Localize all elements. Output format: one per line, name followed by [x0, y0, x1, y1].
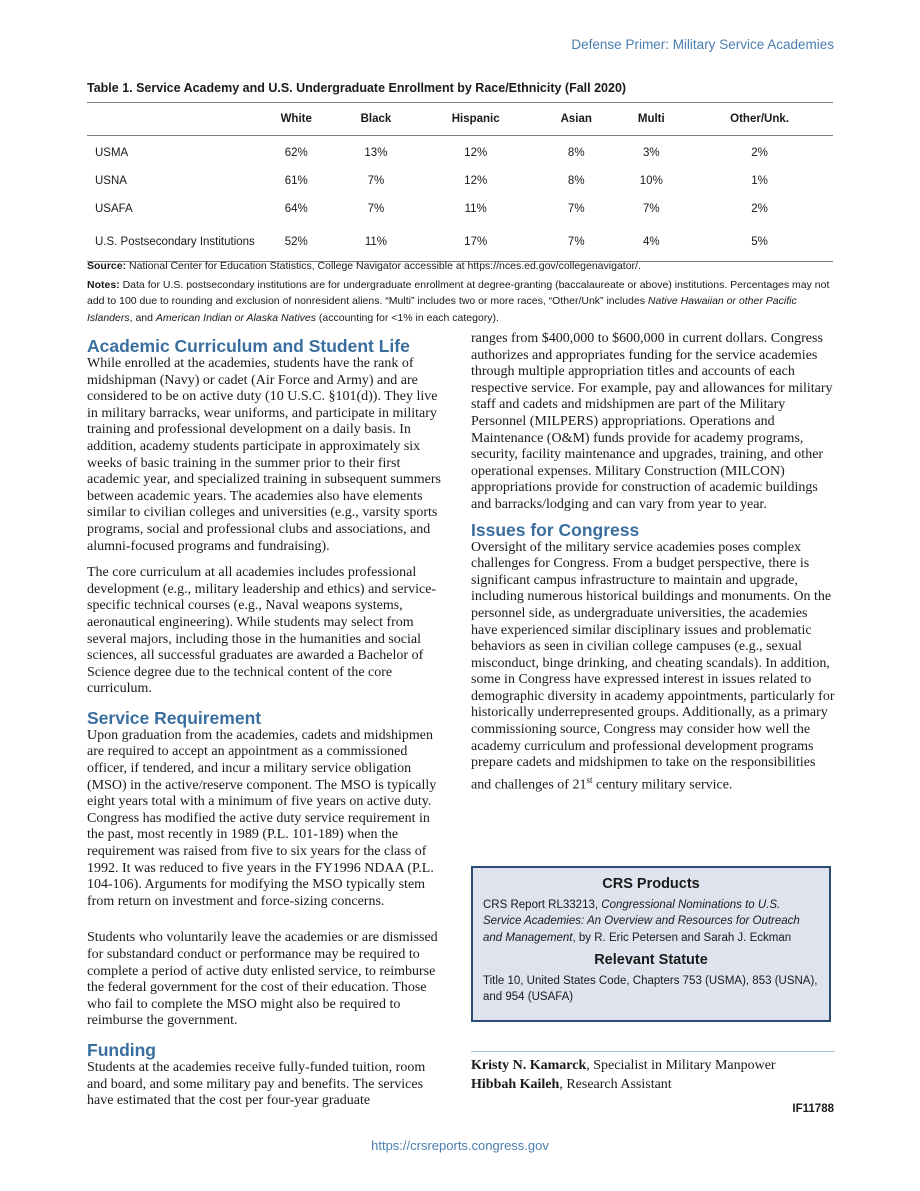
table-cell: 11% [464, 203, 487, 215]
table-cell: 5% [686, 223, 833, 262]
table-cell: 4% [616, 223, 686, 262]
notes-emphasis: Native Hawaiian or other Pacific Islanders [87, 295, 797, 324]
row-label: USMA [95, 147, 129, 159]
table-cell: 13% [364, 147, 388, 159]
table-notes [87, 258, 835, 328]
table-row [87, 195, 833, 223]
table-cell: 10% [639, 175, 663, 187]
table-cell: 7% [567, 203, 585, 215]
table-row [87, 167, 833, 195]
table-cell: 17% [415, 223, 536, 262]
notes-label: Notes: [87, 278, 120, 291]
author-name: Kristy N. Kamarck [471, 1058, 587, 1073]
section-heading-curriculum: Academic Curriculum and Student Life [87, 336, 410, 356]
table-cell: 8% [567, 147, 585, 159]
paragraph-text: century military service. [592, 777, 733, 793]
crs-products-box [471, 866, 831, 1022]
table-cell: 2% [751, 147, 768, 159]
column-header: Black [336, 103, 415, 136]
table-cell: 52% [256, 223, 336, 262]
table-cell: 12% [464, 147, 488, 159]
table-caption: Table 1. Service Academy and U.S. Undergraduate Enrollment by Race/Ethnicity (Fall 2020) [87, 81, 627, 95]
column-header: Multi [616, 103, 686, 136]
table-cell: 7% [367, 203, 385, 215]
table-cell: 7% [642, 203, 660, 215]
statute-text: Title 10, United States Code, Chapters 753 (USMA), 853 (USNA), and 954 (USAFA) [483, 974, 818, 1003]
table-cell: 3% [642, 147, 660, 159]
paragraph-text: Oversight of the military service academies poses complex challenges for Congress. From a budget perspective, there is significant campus infrastructure to maintain and upgrade, including numerous historical buildings and monuments. On the personnel side, as undergraduate universities, the academies have experienced similar disciplinary issues and problematic behaviors as seen in civilian college campuses (e.g., sexual misconduct, binge drinking, and cheating scandals). In addition, some in Congress have expressed interest in issues related to demographic diversity in academy appointments, particularly for historically underrepresented groups. Additionally, as a primary commissioning source, Congress may consider how well the academy curriculum and professional development programs prepare cadets and midshipmen to take on the responsibilities and challenges of 21 [471, 539, 835, 793]
author-line [471, 1075, 835, 1094]
notes-note [87, 277, 835, 327]
table-cell: 61% [284, 175, 308, 187]
section-heading-issues: Issues for Congress [471, 519, 640, 540]
paragraph: While enrolled at the academies, students have the rank of midshipman (Navy) or cadet (Air Force and Army) and are considered to be on active duty (10 U.S.C. §101(d)). They live in military barracks, wear uniforms, and participate in military training and professional development on a daily basis. In addition, academy students participate in approximately six weeks of basic training in the summer prior to their first academic year, and specialized training in subsequent summers between academic years. The academies also have elements similar to civilian colleges and universities (e.g., varsity sports programs, social and professional clubs and associations, and alumni-focused programs and fundraising). [87, 356, 441, 554]
crs-product-item [483, 897, 819, 947]
enrollment-table [87, 102, 833, 262]
table-cell: 1% [751, 175, 768, 187]
row-label: USNA [95, 175, 127, 187]
table-cell: 11% [336, 223, 415, 262]
table-cell: 7% [367, 175, 385, 187]
column-header: Other/Unk. [686, 103, 833, 136]
product-suffix: , by R. Eric Petersen and Sarah J. Eckman [572, 931, 792, 944]
notes-text: (accounting for <1% in each category). [316, 311, 499, 324]
paragraph: The core curriculum at all academies includes professional development (e.g., military leadership and ethics) and service-specific technical courses (e.g., Naval weapons systems, aeronautical engineering). While students may select from several majors, including those in the humanities and social sciences, all successful graduates are awarded a Bachelor of Science degree due to the technical content of the core curriculum. [87, 565, 437, 697]
author-role: , Specialist in Military Manpower [586, 1058, 776, 1073]
paragraph: ranges from $400,000 to $600,000 in current dollars. Congress authorizes and appropriates funding for the service academies through multiple appropriation titles and accounts of each respective service. For example, pay and allowances for military staff and cadets and midshipmen are part of the Military Personnel (MILPERS) appropriations. Operations and Maintenance (O&M) funds provide for academy programs, security, facility maintenance and upgrades, training, and other operational expenses. Military Construction (MILCON) appropriations provide for construction of academic buildings and barracks/lodging and can vary from year to year. [471, 331, 833, 512]
table-cell: 12% [464, 175, 488, 187]
paragraph: Upon graduation from the academies, cadets and midshipmen are required to accept an appointment as a commissioned officer, if tendered, and incur a military service obligation (MSO) in the active/reserve component. The MSO is typically eight years total with a minimum of five years on active duty. Congress has modified the active duty service requirement in the past, most recently in 1989 (P.L. 101-189) when the requirement was raised from five to six years for the class of 1992. It was reduced to five years in the FY1996 NDAA (P.L. 104-106). Arguments for modifying the MSO typically stem from return on investment and force-sizing concerns. [87, 727, 437, 909]
row-label: USAFA [95, 203, 133, 215]
section-heading-funding: Funding [87, 1039, 157, 1060]
section-heading-service: Service Requirement [87, 707, 262, 728]
footer-url-link[interactable]: https://crsreports.congress.gov [371, 1138, 549, 1153]
column-header [87, 103, 256, 136]
paragraph: Students who voluntarily leave the academies or are dismissed for substandard conduct or performance may be required to complete a period of active duty enlisted service, to reimburse the federal government for the cost of their education. Those who fail to complete the MSO might also be required to reimburse the government. [87, 930, 438, 1029]
author-role: , Research Assistant [559, 1077, 672, 1092]
table-row [87, 136, 833, 168]
source-label: Source: [87, 260, 127, 272]
paragraph: Students at the academies receive fully-funded tuition, room and board, and some military pay and benefits. The services have estimated that the cost per four-year graduate [87, 1059, 426, 1109]
column-header: Asian [536, 103, 616, 136]
author-block [471, 1051, 835, 1094]
column-header: Hispanic [415, 103, 536, 136]
source-text: National Center for Education Statistics, College Navigator accessible at https://nces.ed.gov/collegenavigator/. [129, 260, 641, 272]
author-name: Hibbah Kaileh [471, 1077, 560, 1092]
product-prefix: CRS Report RL33213, [483, 898, 602, 911]
product-code: IF11788 [792, 1103, 834, 1115]
paragraph [471, 540, 835, 795]
right-column [471, 331, 835, 804]
source-note [87, 258, 835, 275]
superscript: st [586, 774, 593, 785]
crs-products-heading: CRS Products [602, 876, 700, 892]
row-label: U.S. Postsecondary Institutions [87, 223, 256, 262]
notes-text: , and [129, 311, 156, 324]
table-cell: 7% [536, 223, 616, 262]
notes-emphasis: American Indian or Alaska Natives [155, 311, 316, 324]
table-cell: 64% [284, 203, 308, 215]
table-cell: 62% [284, 147, 308, 159]
column-header: White [256, 103, 336, 136]
header-title: Defense Primer: Military Service Academies [571, 37, 834, 52]
notes-text: Data for U.S. postsecondary institutions are for undergraduate enrollment at degree-granting (baccalaureate or above) institutions. Percentages may not add to 100 due to rounding and exclusion of nonresident aliens. “Multi” includes two or more races, “Other/Unk” includes [87, 278, 830, 307]
table-header-row [87, 103, 833, 136]
relevant-statute-heading: Relevant Statute [594, 952, 708, 968]
table-cell: 8% [567, 175, 585, 187]
product-title: Congressional Nominations to U.S. Service Academies: An Overview and Resources for Outreach and Management [483, 898, 800, 944]
table-cell: 2% [751, 203, 768, 215]
table-row [87, 223, 833, 262]
author-line [471, 1056, 835, 1075]
left-column [87, 336, 447, 1120]
